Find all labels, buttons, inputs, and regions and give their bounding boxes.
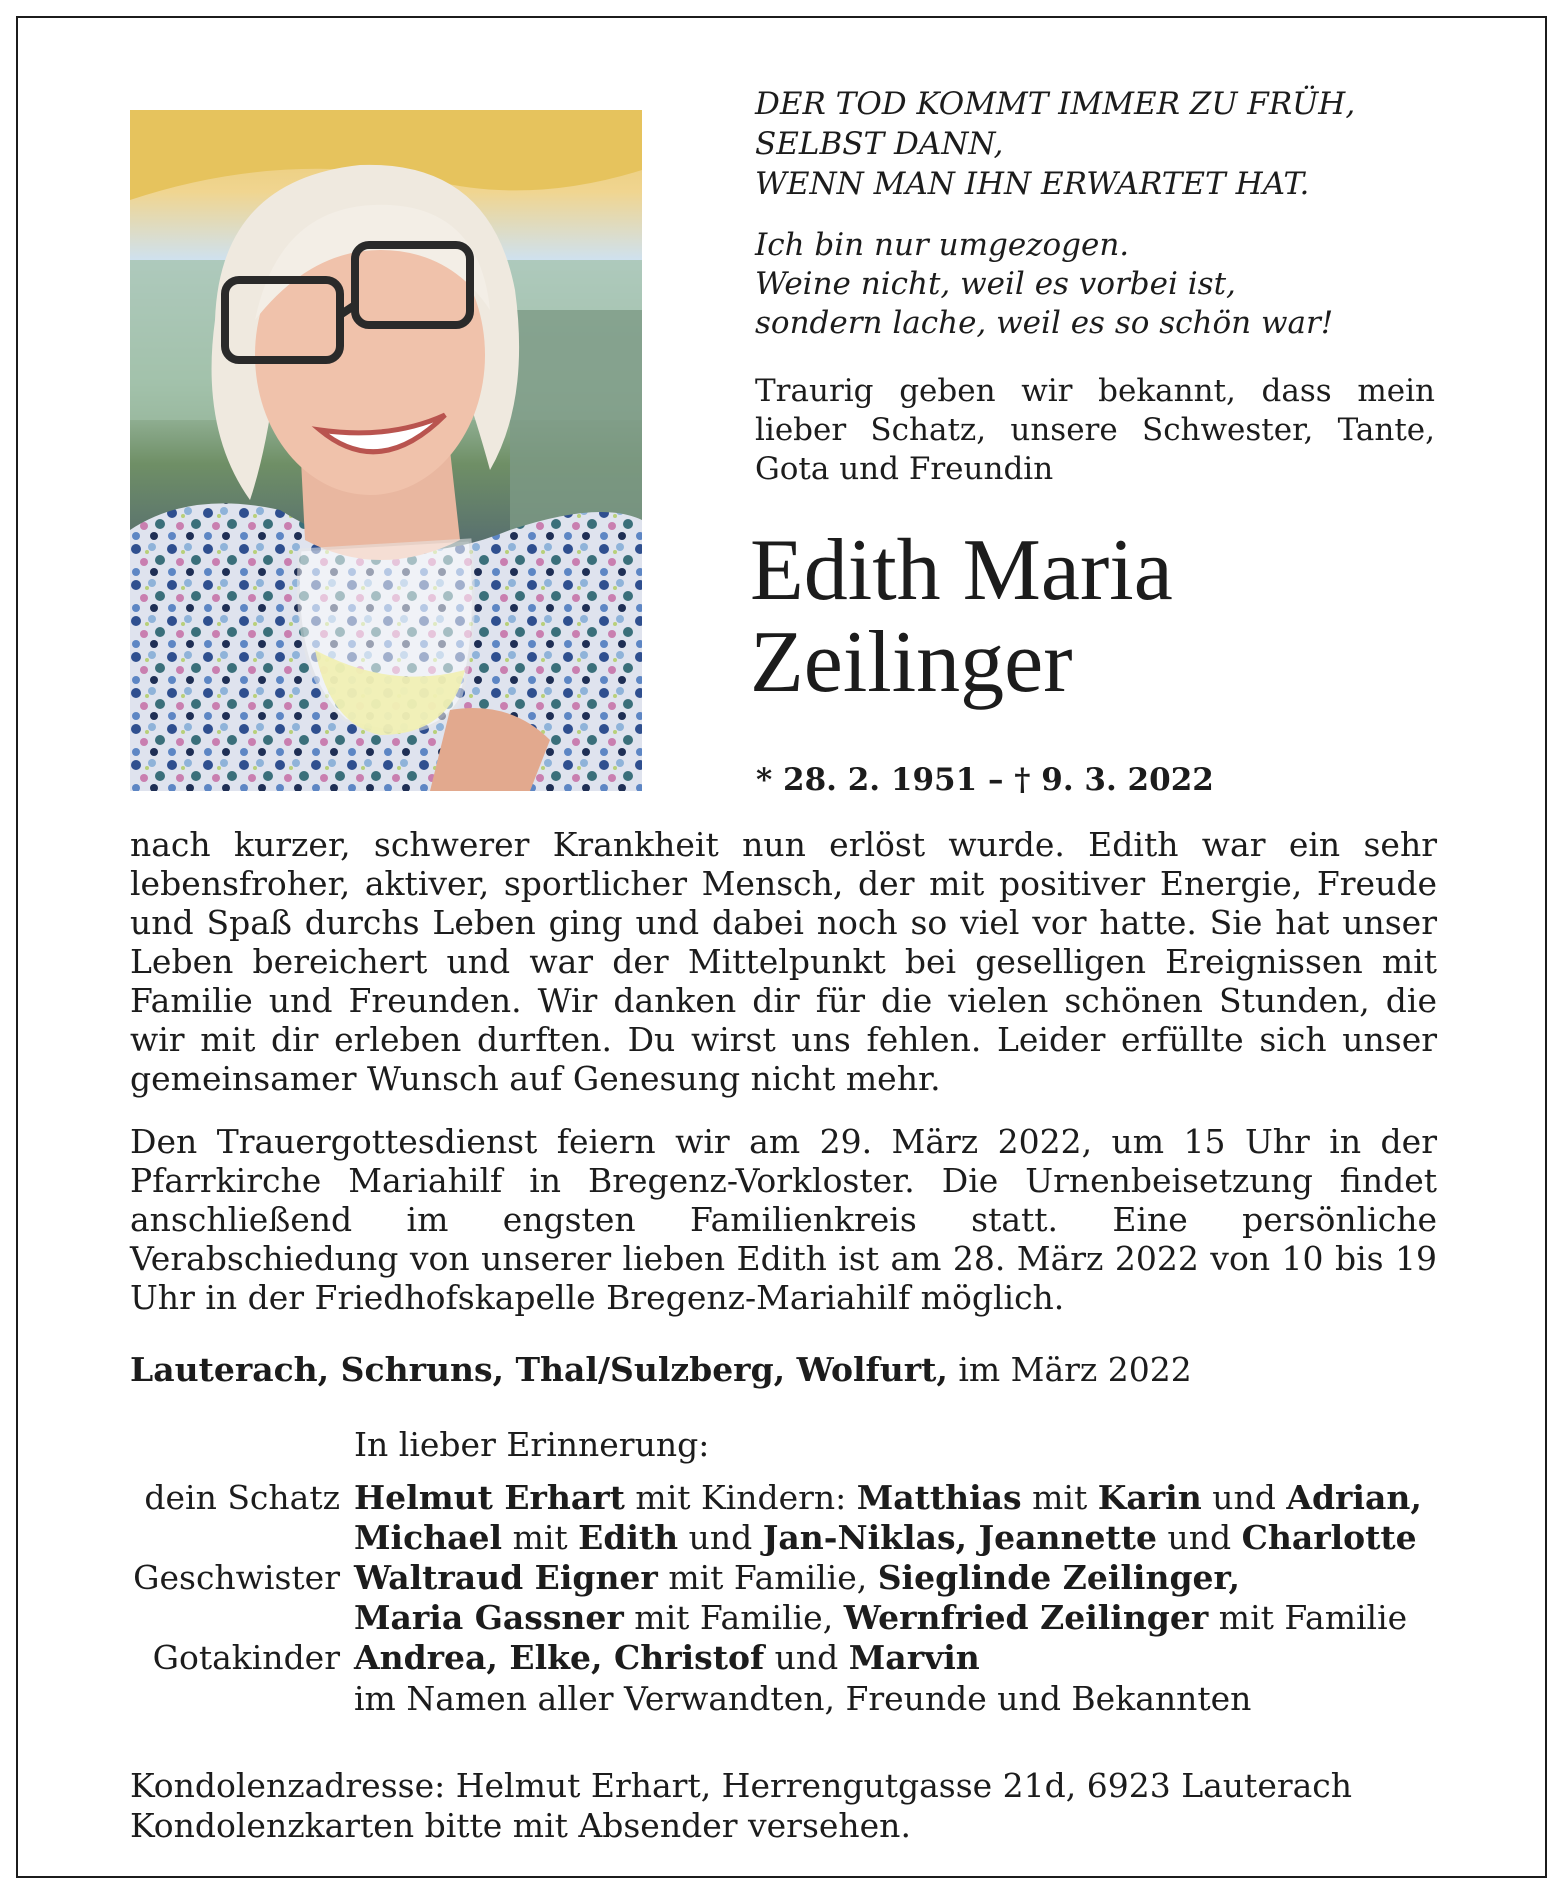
place-and-date <box>130 1350 1437 1390</box>
memory-heading: In lieber Erinnerung: <box>354 1425 710 1464</box>
signer-name: Wernfried Zeilinger <box>843 1598 1209 1637</box>
connector-text: mit Familie <box>1208 1598 1408 1637</box>
deceased-name: Edith Maria Zeilinger <box>750 522 1173 711</box>
signature-list <box>130 1478 1450 1678</box>
address-line: Kondolenzadresse: Helmut Erhart, Herrengutgasse 21d, 6923 Lauterach <box>130 1766 1353 1805</box>
signature-names <box>354 1598 1450 1638</box>
condolence-address <box>130 1766 1450 1846</box>
signature-row <box>130 1558 1450 1598</box>
paragraph-funeral-details: Den Trauergottesdienst feiern wir am 29. März 2022, um 15 Uhr in der Pfarrkirche Mariahilf in Bregenz-Vorkloster. Die Urnenbeisetzung findet anschließend im engsten Familienkreis statt. Eine persönliche Verabschiedung von unserer lieben Edith ist am 28. März 2022 von 10 bis 19 Uhr in der Friedhofskapelle Bregenz-Mariahilf möglich. <box>130 1122 1437 1317</box>
closing-line: im Namen aller Verwandten, Freunde und Bekannten <box>354 1679 1252 1718</box>
signer-name: Maria Gassner <box>354 1598 624 1637</box>
signer-name: Adrian, <box>1286 1478 1422 1517</box>
signer-name: Marvin <box>848 1638 980 1677</box>
signature-names <box>354 1518 1450 1558</box>
signature-row <box>130 1478 1450 1518</box>
signer-name: Waltraud Eigner <box>354 1558 658 1597</box>
signature-row <box>130 1598 1450 1638</box>
connector-text: mit Familie, <box>623 1598 844 1637</box>
connector-text: und <box>764 1638 849 1677</box>
quote-italic: Ich bin nur umgezogen. Weine nicht, weil es vorbei ist, sondern lache, weil es so schön war! <box>755 227 1334 341</box>
connector-text: und <box>1156 1518 1242 1557</box>
paragraph-biography: nach kurzer, schwerer Krankheit nun erlöst wurde. Edith war ein sehr lebensfroher, aktiver, sportlicher Mensch, der mit positiver Energie, Freude und Spaß durchs Leben ging und dabei noch so viel vor hatte. Sie hat unser Leben bereichert und war der Mittelpunkt bei geselligen Ereignissen mit Familie und Freunden. Wir danken dir für die vielen schönen Stunden, die wir mit dir erleben durften. Du wirst uns fehlen. Leider erfüllte sich unser gemeinsamer Wunsch auf Genesung nicht mehr. <box>130 825 1437 1098</box>
signer-name: Helmut Erhart <box>354 1478 625 1517</box>
quote-caps: DER TOD KOMMT IMMER ZU FRÜH, SELBST DANN, WENN MAN IHN ERWARTET HAT. <box>755 86 1356 202</box>
signer-name: Matthias <box>856 1478 1022 1517</box>
role-label: Gotakinder <box>152 1638 340 1677</box>
signer-name: Edith <box>578 1518 679 1557</box>
signer-name: Sieglinde Zeilinger, <box>877 1558 1241 1597</box>
life-dates: * 28. 2. 1951 – † 9. 3. 2022 <box>756 762 1214 798</box>
signer-name: Andrea, Elke, Christof <box>354 1638 765 1677</box>
signature-row <box>130 1638 1450 1678</box>
portrait-illustration <box>130 110 642 791</box>
signature-names <box>354 1478 1450 1518</box>
role-label: Geschwister <box>133 1558 340 1597</box>
signature-row <box>130 1518 1450 1558</box>
signer-name: Karin <box>1097 1478 1202 1517</box>
signer-name: Jan-Niklas, Jeannette <box>762 1518 1157 1557</box>
address-note: Kondolenzkarten bitte mit Absender versehen. <box>130 1806 911 1845</box>
connector-text: und <box>1201 1478 1287 1517</box>
connector-text: mit Kindern: <box>624 1478 857 1517</box>
connector-text: mit Familie, <box>657 1558 878 1597</box>
towns: Lauterach, Schruns, Thal/Sulzberg, Wolfurt, <box>130 1350 948 1389</box>
place-date: im März 2022 <box>947 1350 1192 1389</box>
signer-name: Charlotte <box>1241 1518 1417 1557</box>
role-label: dein Schatz <box>144 1478 340 1517</box>
intro-text: Traurig geben wir bekannt, dass mein lieber Schatz, unsere Schwester, Tante, Gota und Freundin <box>755 373 1435 487</box>
connector-text: mit <box>502 1518 579 1557</box>
signature-names <box>354 1638 1450 1678</box>
signer-name: Michael <box>354 1518 503 1557</box>
signature-names <box>354 1558 1450 1598</box>
connector-text: und <box>678 1518 763 1557</box>
portrait-photo <box>130 110 642 791</box>
connector-text: mit <box>1021 1478 1098 1517</box>
